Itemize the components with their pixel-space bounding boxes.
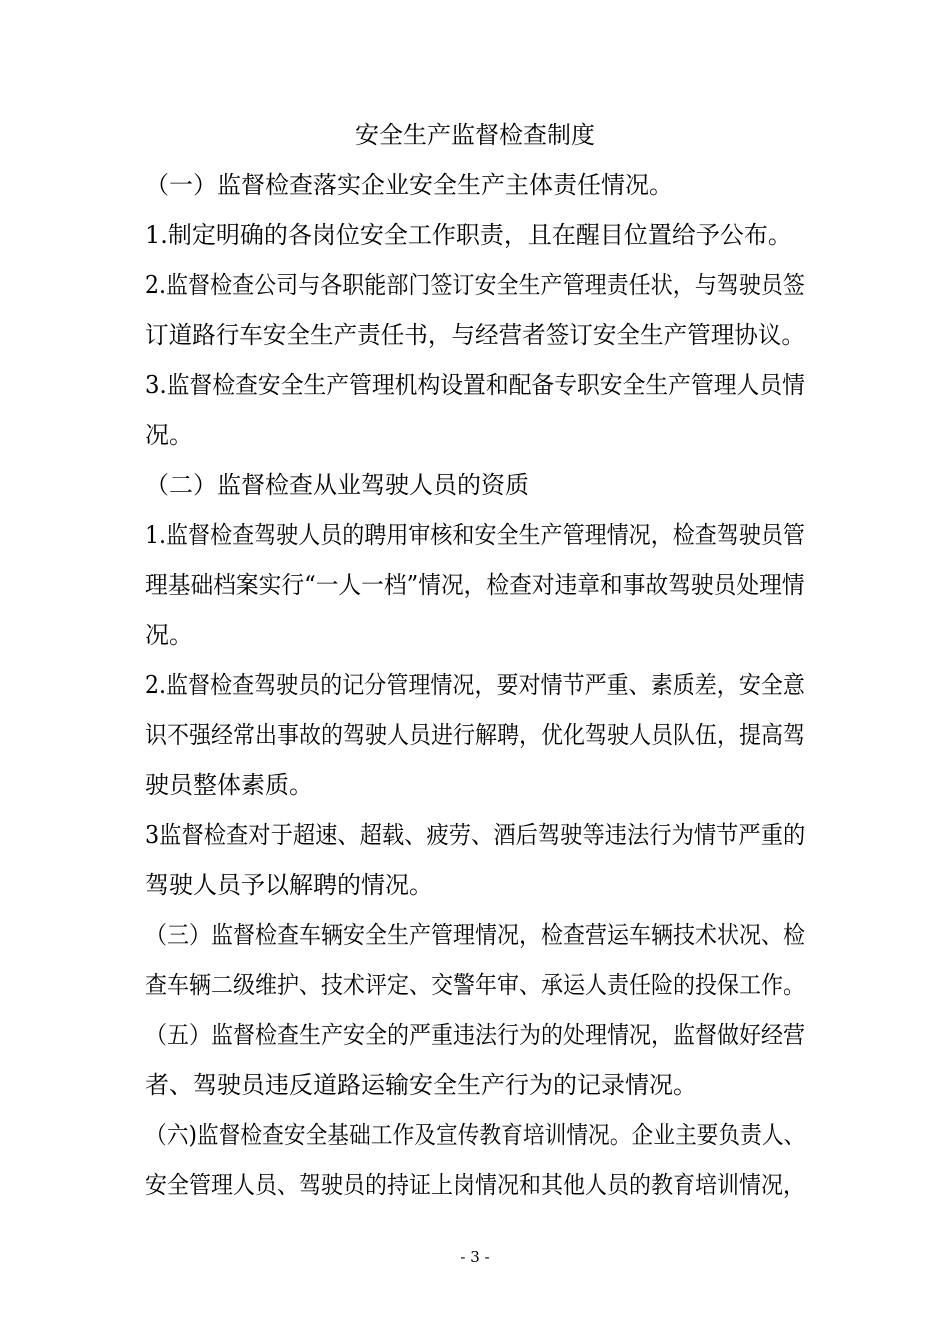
text-line: 况。: [145, 621, 193, 649]
text-line: 3.监督检查安全生产管理机构设置和配备专职安全生产管理人员情: [145, 371, 805, 399]
text-line: 驾驶人员予以解聘的情况。: [145, 871, 433, 899]
text-line: 者、驾驶员违反道路运输安全生产行为的记录情况。: [145, 1071, 697, 1099]
text-line: （一）监督检查落实企业安全生产主体责任情况。: [145, 171, 673, 199]
text-line: 3监督检查对于超速、超载、疲劳、酒后驾驶等违法行为情节严重的: [145, 821, 806, 849]
text-line: 安全管理人员、驾驶员的持证上岗情况和其他人员的教育培训情况，: [145, 1171, 805, 1199]
text-line: 2.监督检查公司与各职能部门签订安全生产管理责任状，与驾驶员签: [145, 271, 805, 299]
text-line: （五）监督检查生产安全的严重违法行为的处理情况，监督做好经营: [145, 1021, 805, 1049]
text-line: 1.监督检查驾驶人员的聘用审核和安全生产管理情况，检查驾驶员管: [145, 521, 805, 549]
text-line: 识不强经常出事故的驾驶人员进行解聘，优化驾驶人员队伍，提高驾: [145, 721, 805, 749]
text-line: 查车辆二级维护、技术评定、交警年审、承运人责任险的投保工作。: [145, 971, 805, 999]
text-line: 况。: [145, 421, 193, 449]
text-line: 1.制定明确的各岗位安全工作职责，且在醒目位置给予公布。: [145, 221, 792, 249]
text-line: 理基础档案实行“一人一档”情况，检查对违章和事故驾驶员处理情: [145, 571, 805, 599]
text-line: （三）监督检查车辆安全生产管理情况，检查营运车辆技术状况、检: [145, 921, 805, 949]
text-line: 2.监督检查驾驶员的记分管理情况，要对情节严重、素质差，安全意: [145, 671, 805, 699]
text-line: （六)监督检查安全基础工作及宣传教育培训情况。企业主要负责人、: [145, 1121, 806, 1149]
text-line: 驶员整体素质。: [145, 771, 313, 799]
text-line: 订道路行车安全生产责任书，与经营者签订安全生产管理协议。: [145, 321, 805, 349]
page-number: - 3 -: [460, 1248, 490, 1266]
document-title: 安全生产监督检查制度: [355, 121, 595, 149]
text-line: （二）监督检查从业驾驶人员的资质: [145, 471, 529, 499]
